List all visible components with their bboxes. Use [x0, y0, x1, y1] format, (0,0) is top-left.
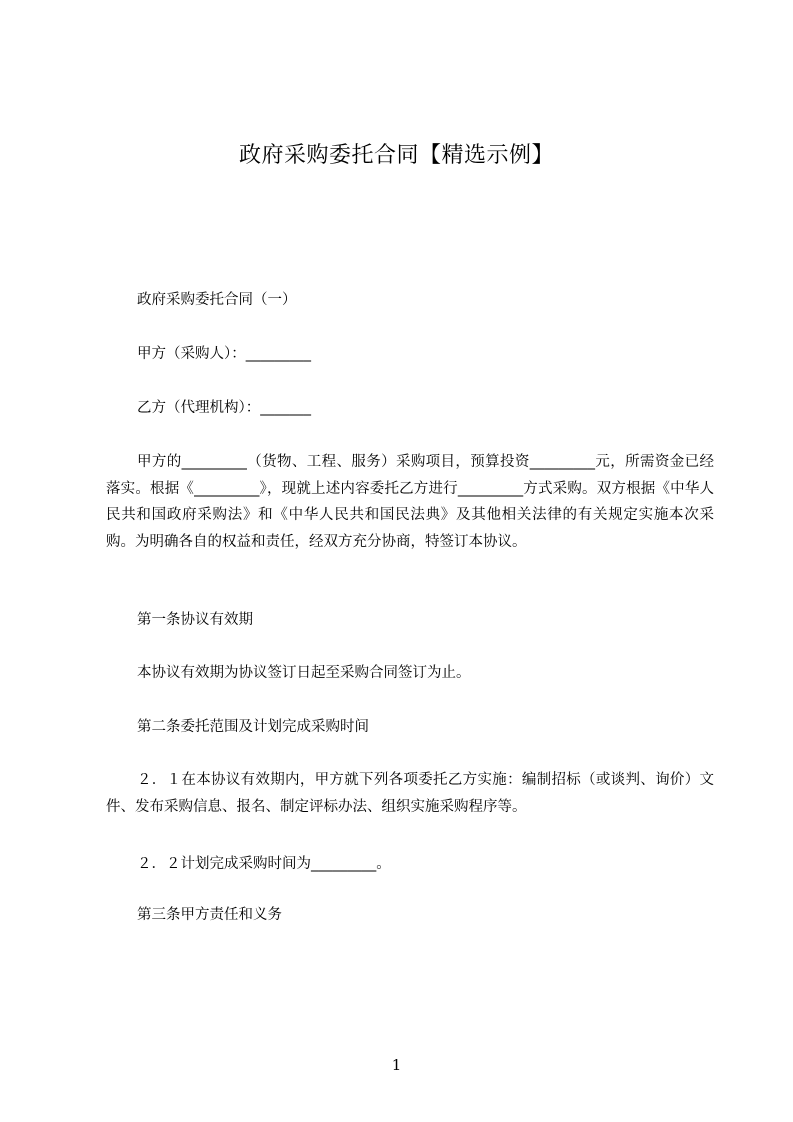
clause-2-1-paragraph: ２．１在本协议有效期内，甲方就下列各项委托乙方实施：编制招标（或谈判、询价）文件、发布采购信息、报名、制定评标办法、组织实施采购程序等。 — [106, 772, 714, 815]
clause-2-2-line: ２．２计划完成采购时间为_________。 — [137, 856, 391, 872]
contract-subtitle: 政府采购委托合同（一） — [137, 292, 297, 308]
article-1-body: 本协议有效期为协议签订日起至采购合同签订为止。 — [137, 665, 471, 681]
article-2-heading: 第二条委托范围及计划完成采购时间 — [137, 719, 369, 735]
document-title: 政府采购委托合同【精选示例】 — [238, 143, 554, 168]
party-a-line: 甲方（采购人）：_________ — [137, 346, 311, 362]
article-3-heading: 第三条甲方责任和义务 — [137, 907, 282, 923]
preamble-paragraph: 甲方的_________（货物、工程、服务）采购项目，预算投资_________元，所需资金已经落实。根据《_________》，现就上述内容委托乙方进行_________方式采购。双方根据《中华人民共和国政府采购法》和《中华人民共和国民法典》及其他相关法律的有关规定实施本次采购。为明确各自的权益和责任，经双方充分协商，特签订本协议。 — [106, 454, 714, 550]
article-1-heading: 第一条协议有效期 — [137, 612, 253, 628]
page-number: 1 — [391, 1056, 402, 1074]
party-b-line: 乙方（代理机构）：_______ — [137, 400, 311, 416]
